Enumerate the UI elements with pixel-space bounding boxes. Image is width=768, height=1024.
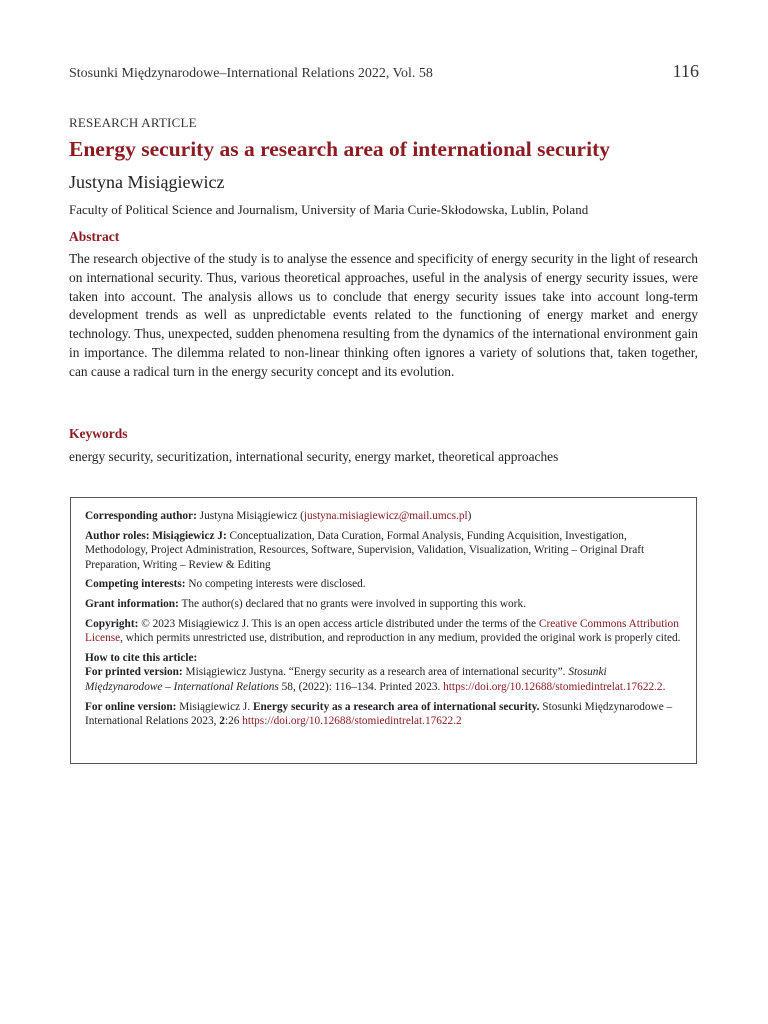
printed-citation	[85, 665, 684, 694]
author-roles	[85, 529, 684, 573]
abstract-heading: Abstract	[69, 229, 120, 244]
corresponding-author	[85, 509, 684, 524]
online-journal: Stosunki Międzynarodowe – International Relations 2023,	[85, 700, 673, 728]
online-version-label: For online version:	[85, 700, 177, 713]
keywords-heading: Keywords	[69, 426, 128, 441]
online-issue: :26	[224, 715, 240, 728]
how-to-cite	[85, 651, 684, 666]
keywords-text: energy security, securitization, international security, energy market, theoretical approaches	[69, 449, 559, 464]
article-title: Energy security as a research area of international security	[69, 137, 610, 161]
article-info-box	[70, 497, 697, 764]
grant-information-text: The author(s) declared that no grants were involved in supporting this work.	[181, 597, 526, 610]
printed-journal-name: Stosunki Międzynarodowe – International Relations	[85, 666, 607, 693]
corresponding-author-label: Corresponding author:	[85, 510, 197, 522]
copyright-text-after: , which permits unrestricted use, distribution, and reproduction in any medium, provided the original work is properly cited.	[120, 632, 681, 645]
printed-doi-link[interactable]: https://doi.org/10.12688/stomiedintrelat.17622.2	[443, 680, 663, 693]
online-citation	[85, 700, 684, 729]
license-link[interactable]: Creative Commons Attribution License	[85, 617, 679, 645]
printed-citation-text: Misiągiewicz Justyna. “Energy security as a research area of international security”.	[185, 666, 566, 679]
grant-information-label: Grant information:	[85, 597, 179, 610]
grant-information	[85, 597, 684, 612]
how-to-cite-heading: How to cite this article:	[85, 651, 198, 664]
online-volume: 2	[219, 715, 225, 728]
author-roles-text: Conceptualization, Data Curation, Formal Analysis, Funding Acquisition, Investigation, Methodology, Project Administration, Resources, Software, Supervision, Validation, Visualization, Writing – Original Draft Preparation, Writing – Review & Editing	[85, 529, 645, 571]
corresponding-close: )	[467, 510, 472, 522]
online-author: Misiągiewicz J.	[179, 700, 251, 713]
abstract-text: The research objective of the study is to analyse the essence and specificity of energy security in the light of research on international security. Thus, various theoretical approaches, useful in the analysis of energy security issues, were taken into account. The analysis allows us to conclude that energy security issues take into account long-term development trends as well as unpredictable events related to the functioning of energy market and energy technology. Thus, unexpected, sudden phenomena resulting from the dynamics of the international environment gain in importance. The dilemma related to non-linear thinking often ignores a variety of solutions that, taken together, can cause a radical turn in the energy security concept and its evolution.	[69, 251, 698, 379]
article-type: RESEARCH ARTICLE	[69, 115, 197, 130]
running-header	[69, 61, 699, 86]
online-title: Energy security as a research area of international security.	[252, 700, 540, 713]
competing-interests-text: No competing interests were disclosed.	[188, 578, 366, 591]
author-affiliation: Faculty of Political Science and Journalism, University of Maria Curie-Skłodowska, Lublin, Poland	[69, 202, 589, 217]
author-roles-label: Author roles: Misiągiewicz J:	[85, 529, 227, 542]
printed-end: .	[662, 680, 666, 693]
author-name: Justyna Misiągiewicz	[69, 172, 225, 192]
copyright-label: Copyright:	[85, 617, 139, 630]
copyright-text: © 2023 Misiągiewicz J. This is an open access article distributed under the terms of the	[141, 617, 537, 630]
online-doi-link[interactable]: https://doi.org/10.12688/stomiedintrelat.17622.2	[242, 715, 462, 728]
printed-details: 58, (2022): 116–134. Printed 2023.	[281, 680, 441, 693]
corresponding-email-link[interactable]: justyna.misiagiewicz@mail.umcs.pl	[303, 510, 468, 522]
competing-interests-label: Competing interests:	[85, 578, 186, 591]
page-number: 116	[672, 61, 699, 81]
competing-interests	[85, 577, 684, 592]
corresponding-author-name: Justyna Misiągiewicz (	[199, 510, 304, 522]
printed-version-label: For printed version:	[85, 666, 183, 679]
journal-name: Stosunki Międzynarodowe–International Relations 2022, Vol. 58	[69, 66, 433, 81]
copyright	[85, 617, 684, 646]
